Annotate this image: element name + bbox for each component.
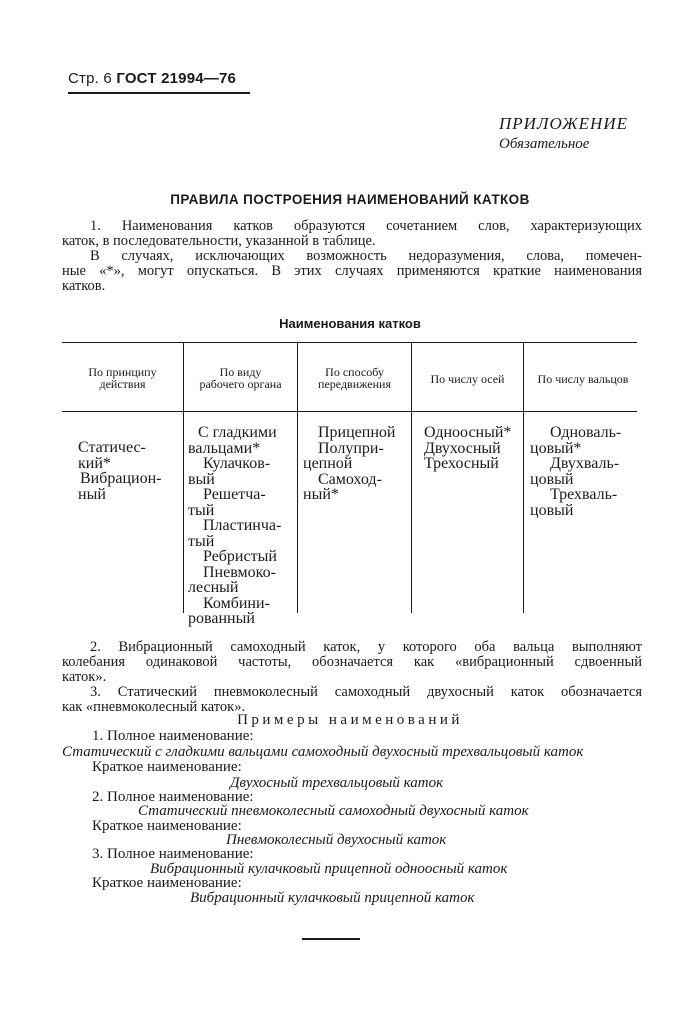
- table-header-principle: По принципу действия: [88, 365, 157, 391]
- table-cell-line: Одноосный*: [424, 424, 512, 441]
- page-number: Стр. 6: [68, 70, 112, 87]
- table-header-rollers: По числу вальцов: [537, 372, 629, 386]
- page-header: [68, 70, 250, 94]
- table-cell-line: Трехосный: [424, 455, 499, 472]
- example1-full-label: 1. Полное наименование:: [92, 728, 254, 744]
- para2-line1: 2. Вибрационный самоходный каток, у которого оба вальца выполняют: [90, 639, 642, 655]
- table-cell-rollers: [530, 425, 621, 518]
- table-cell-line: цепной: [303, 455, 353, 472]
- table-cell-line: Вибрацион-: [80, 470, 162, 487]
- table-cell-line: цовый: [530, 501, 574, 519]
- example1-short-label: Краткое наименование:: [92, 759, 242, 775]
- table-cell-line: Решетча-: [203, 486, 266, 503]
- table-cell-line: Комбини-: [203, 594, 270, 612]
- para3-line1: 3. Статический пневмоколесный самоходный двухосный каток обозначается: [90, 684, 642, 700]
- table-cell-line: цовый: [530, 470, 574, 488]
- table-cell-line: Прицепной: [318, 424, 396, 441]
- example2-short-label: Краткое наименование:: [92, 818, 242, 834]
- table-top-rule: [62, 342, 637, 343]
- examples-heading: Примеры наименований: [237, 712, 463, 728]
- appendix-status: Обязательное: [499, 136, 590, 152]
- table-cell-line: цовый*: [530, 439, 582, 457]
- table-header-axles: По числу осей: [430, 372, 505, 386]
- table-cell-line: Самоход-: [318, 470, 382, 488]
- paragraph-1: [62, 219, 642, 294]
- table-header-movement: По способу передвижения: [318, 365, 391, 391]
- table-cell-line: ный: [78, 485, 106, 503]
- example2-full-label: 2. Полное наименование:: [92, 789, 254, 805]
- table-cell-line: кий*: [78, 454, 111, 472]
- table-header-rule: [62, 411, 637, 412]
- table-cell-line: Двухосный: [424, 439, 501, 457]
- table-cell-line: Пневмоко-: [203, 563, 276, 581]
- para1-line2: каток, в последовательности, указанной в таблице.: [62, 233, 376, 249]
- table-cell-line: тый: [188, 532, 215, 550]
- table-cell-line: Кулачков-: [203, 455, 271, 472]
- paragraph-3: [62, 685, 642, 715]
- table-cell-axles: [424, 425, 511, 472]
- table-cell-line: вальцами*: [188, 439, 261, 457]
- example1-full-name: Статический с гладкими вальцами самоходный двухосный трехвальцовый каток: [62, 744, 584, 760]
- table-cell-line: Статичес-: [78, 439, 146, 456]
- table-cell-line: ный*: [303, 486, 339, 503]
- table-cell-working-body: [188, 425, 281, 627]
- para3-line2: как «пневмоколесный каток».: [62, 699, 246, 715]
- appendix-label: [499, 114, 628, 153]
- table-cell-line: Трехваль-: [550, 486, 618, 503]
- example1-short-name: Двухосный трехвальцовый каток: [230, 775, 444, 791]
- footer-rule: [302, 938, 360, 940]
- example3-short-name: Вибрационный кулачковый прицепной каток: [190, 890, 475, 906]
- table-cell-line: Ребристый: [203, 548, 277, 565]
- example2-full-name: Статический пневмоколесный самоходный двухосный каток: [138, 803, 529, 819]
- table-cell-line: вый: [188, 470, 215, 488]
- example3-short-label: Краткое наименование:: [92, 875, 242, 891]
- example3-full-label: 3. Полное наименование:: [92, 846, 254, 862]
- table-cell-line: Одноваль-: [550, 424, 622, 441]
- para1-line5: катков.: [62, 278, 106, 294]
- document-title: ПРАВИЛА ПОСТРОЕНИЯ НАИМЕНОВАНИЙ КАТКОВ: [170, 192, 530, 207]
- table-caption: Наименования катков: [279, 316, 421, 331]
- table-cell-line: Пластинча-: [203, 517, 282, 534]
- paragraph-2: [62, 640, 642, 685]
- table-cell-line: рованный: [188, 610, 255, 627]
- table-cell-line: С гладкими: [198, 424, 277, 441]
- para1-line4: ные «*», могут опускаться. В этих случаях применяются краткие наименования: [62, 263, 642, 279]
- para2-line2: колебания одинаковой частоты, обозначается как «вибрационный сдвоенный: [62, 654, 642, 670]
- example3-full-name: Вибрационный кулачковый прицепной одноосный каток: [150, 861, 508, 877]
- table-cell-line: лесный: [188, 579, 239, 596]
- table-cell-movement: [303, 425, 395, 503]
- appendix-title: ПРИЛОЖЕНИЕ: [499, 114, 628, 133]
- example2-short-name: Пневмоколесный двухосный каток: [226, 832, 447, 848]
- table-cell-line: тый: [188, 501, 215, 519]
- table-header-working-body: По виду рабочего органа: [199, 365, 282, 391]
- para1-line1: 1. Наименования катков образуются сочетанием слов, характеризующих: [90, 218, 642, 234]
- para1-line3: В случаях, исключающих возможность недоразумения, слова, помечен-: [90, 248, 642, 264]
- table-cell-line: Полупри-: [318, 439, 384, 457]
- standard-number: ГОСТ 21994—76: [116, 70, 237, 87]
- para2-line3: каток».: [62, 669, 107, 685]
- table-cell-principle: [78, 440, 162, 502]
- table-cell-line: Двухваль-: [550, 455, 620, 472]
